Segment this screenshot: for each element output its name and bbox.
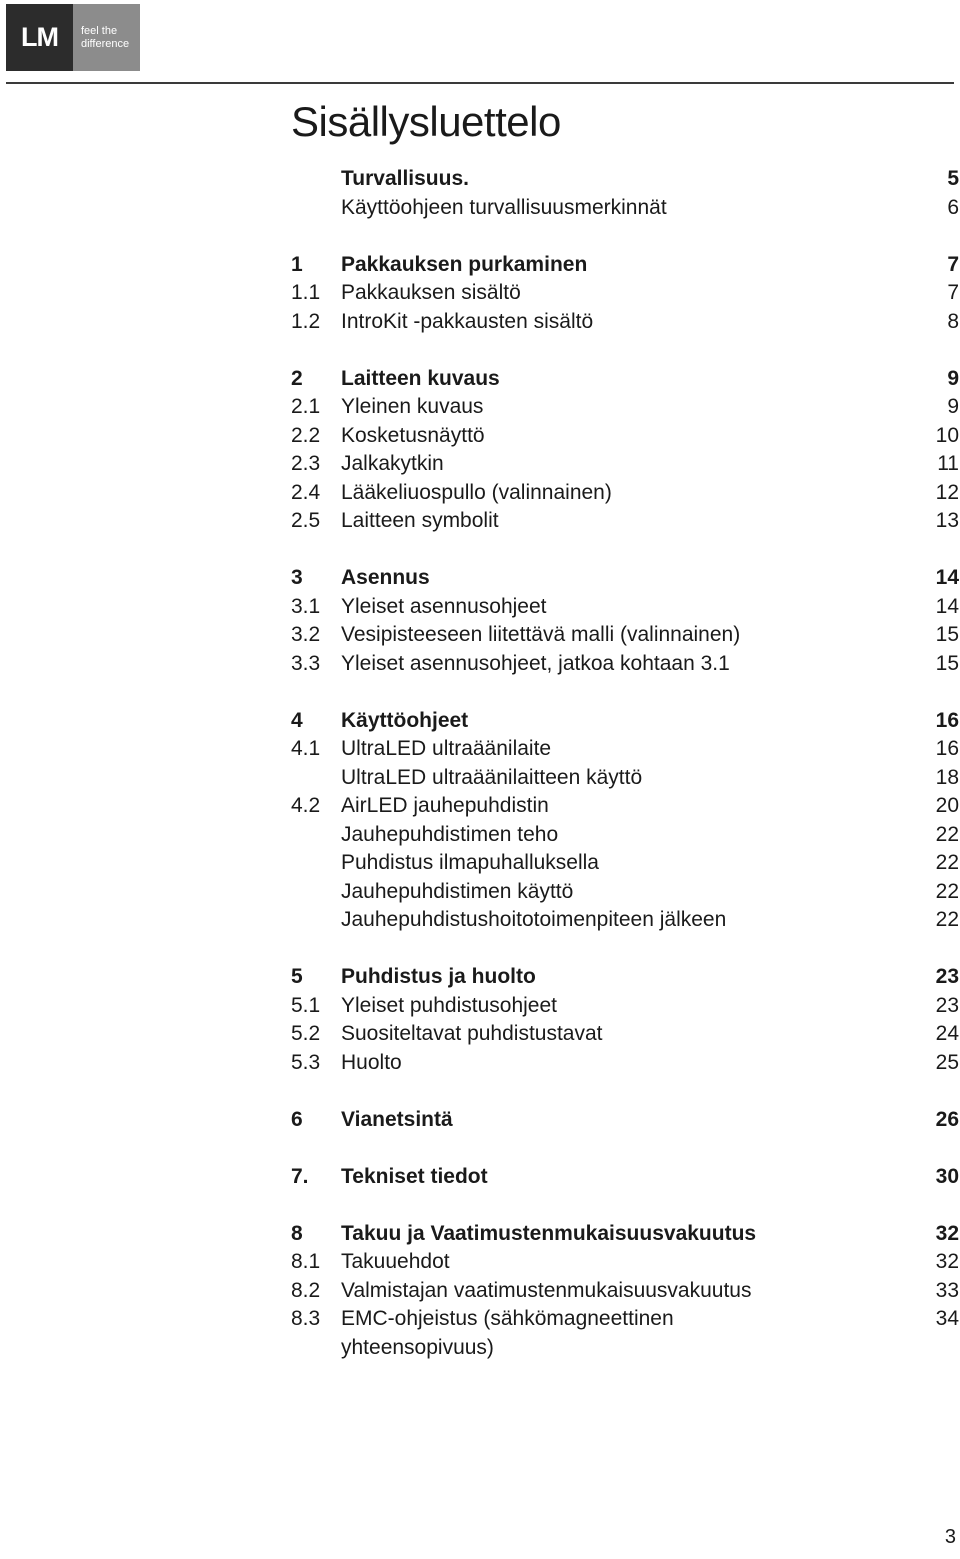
toc-entry-page: 15 [935, 623, 959, 646]
toc-entry-number: 8.2 [291, 1278, 321, 1302]
toc-entry-label: Käyttöohjeet [341, 708, 469, 732]
toc-entry-label: UltraLED ultraäänilaite [341, 737, 552, 760]
toc-entry[interactable] [291, 650, 959, 679]
toc-entry-page: 22 [935, 908, 959, 931]
toc-entry-number: 1.2 [291, 309, 321, 333]
toc-entry-number: 2 [291, 366, 303, 390]
toc-entry[interactable] [291, 1020, 959, 1049]
toc-entry-label: Laitteen symbolit [341, 509, 499, 532]
toc-entry-page: 23 [935, 965, 959, 988]
toc-entry[interactable] [291, 1334, 959, 1363]
toc-entry-label: Pakkauksen sisältö [341, 281, 521, 304]
toc-entry-label: Kosketusnäyttö [341, 423, 485, 447]
toc-entry-number: 6 [291, 1107, 303, 1131]
toc-entry-label: EMC-ohjeistus (sähkömagneettinen [341, 1307, 674, 1330]
toc-entry-page: 18 [935, 765, 959, 789]
toc-entry[interactable] [291, 849, 959, 878]
toc-entry-page: 7 [947, 252, 959, 276]
toc-entry-number: 4.1 [291, 737, 321, 760]
toc-entry[interactable] [291, 450, 959, 479]
logo-mark: LM [6, 4, 73, 71]
toc-entry-label: Asennus [341, 566, 430, 589]
toc-entry-number: 8.1 [291, 1250, 321, 1273]
toc-entry-label: Yleiset puhdistusohjeet [341, 993, 557, 1017]
toc-entry-page: 5 [947, 167, 959, 190]
toc-entry-page: 12 [935, 480, 959, 504]
toc-entry-page: 9 [947, 395, 959, 418]
toc-entry-page: 24 [935, 1022, 959, 1045]
toc-entry-label: Turvallisuus. [341, 167, 469, 190]
toc-entry-page: 34 [935, 1307, 959, 1330]
toc-entry-label: Puhdistus ilmapuhalluksella [341, 851, 599, 874]
toc-chapter-entry[interactable] [291, 963, 959, 992]
toc-entry-page: 15 [935, 651, 959, 675]
toc-section [291, 963, 959, 1077]
toc-entry-number: 3 [291, 566, 303, 589]
toc-entry[interactable] [291, 507, 959, 536]
toc-entry-label: IntroKit -pakkausten sisältö [341, 309, 594, 333]
toc-entry-number: 2.4 [291, 480, 321, 504]
toc-section [291, 1163, 959, 1192]
toc-entry-number: 2.2 [291, 423, 321, 447]
toc-entry[interactable] [291, 1049, 959, 1078]
toc-entry-label: Yleiset asennusohjeet [341, 594, 547, 618]
toc-entry-page: 8 [947, 309, 959, 333]
toc-entry-label: Jauhepuhdistimen teho [341, 822, 559, 846]
toc-entry-number: 7. [291, 1164, 309, 1188]
toc-entry[interactable] [291, 279, 959, 308]
toc-section [291, 564, 959, 678]
toc-entry-page: 32 [935, 1250, 959, 1273]
toc-entry-label: Takuu ja Vaatimustenmukaisuusvakuutus [341, 1221, 757, 1245]
toc-entry[interactable] [291, 792, 959, 821]
toc-entry-page: 9 [947, 366, 959, 390]
toc-entry-number: 2.3 [291, 452, 321, 475]
toc-entry-number: 8.3 [291, 1307, 321, 1330]
toc-entry-label: Yleinen kuvaus [341, 395, 484, 418]
toc-entry[interactable] [291, 308, 959, 337]
toc-section [291, 165, 959, 222]
toc-chapter-entry[interactable] [291, 165, 959, 194]
toc-entry-number: 1 [291, 252, 303, 276]
toc-entry-number: 3.1 [291, 594, 321, 618]
toc-section [291, 365, 959, 536]
toc-entry-page: 30 [935, 1164, 959, 1188]
toc-entry-page: 22 [935, 879, 959, 903]
toc-entry-page: 14 [935, 594, 959, 618]
toc-entry[interactable] [291, 1248, 959, 1277]
toc-entry-page: 14 [935, 566, 959, 589]
header-divider [6, 82, 954, 84]
toc-entry-label: Lääkeliuospullo (valinnainen) [341, 480, 612, 504]
toc-entry-page: 22 [935, 822, 959, 846]
toc-entry-label: Yleiset asennusohjeet, jatkoa kohtaan 3.1 [341, 651, 730, 675]
toc-entry-number: 8 [291, 1221, 303, 1245]
toc-entry[interactable] [291, 1277, 959, 1306]
toc-chapter-entry[interactable] [291, 1220, 959, 1249]
toc-entry-page: 6 [947, 195, 959, 219]
toc-entry-page: 16 [935, 708, 959, 732]
toc-section [291, 707, 959, 935]
toc-entry-page: 33 [935, 1278, 959, 1302]
toc-chapter-entry[interactable] [291, 1163, 959, 1192]
toc-entry[interactable] [291, 1305, 959, 1334]
toc-entry-label: Jauhepuhdistushoitotoimenpiteen jälkeen [341, 908, 727, 931]
toc-entry-page: 32 [935, 1221, 959, 1245]
toc-entry[interactable] [291, 735, 959, 764]
logo-tagline [73, 4, 140, 71]
toc-section [291, 251, 959, 337]
toc-entry-page: 13 [935, 509, 959, 532]
page-title: Sisällysluettelo [291, 98, 561, 145]
toc-entry[interactable] [291, 764, 959, 793]
toc-chapter-entry[interactable] [291, 1106, 959, 1135]
toc-entry[interactable] [291, 194, 959, 223]
toc-entry-label: Suositeltavat puhdistustavat [341, 1022, 603, 1045]
toc-entry-number: 3.2 [291, 623, 321, 646]
toc-entry-label: UltraLED ultraäänilaitteen käyttö [341, 765, 643, 789]
toc-entry[interactable] [291, 621, 959, 650]
toc-entry[interactable] [291, 393, 959, 422]
toc-entry-page: 26 [935, 1107, 959, 1131]
toc-entry[interactable] [291, 878, 959, 907]
toc-entry-page: 25 [935, 1050, 959, 1074]
toc-entry-number: 2.1 [291, 395, 321, 418]
toc-entry-number: 3.3 [291, 651, 321, 675]
toc-section [291, 1106, 959, 1135]
toc-entry-label: Huolto [341, 1050, 402, 1074]
toc-entry-page: 16 [935, 737, 959, 760]
toc-entry-number: 5.2 [291, 1022, 321, 1045]
toc-entry[interactable] [291, 821, 959, 850]
toc-entry-page: 20 [935, 794, 959, 817]
toc-entry-number: 1.1 [291, 281, 321, 304]
toc-entry-number: 4.2 [291, 794, 321, 817]
toc-entry[interactable] [291, 479, 959, 508]
toc-entry-page: 7 [947, 281, 959, 304]
toc-entry[interactable] [291, 992, 959, 1021]
logo-tagline-line-2: difference [81, 37, 130, 50]
table-of-contents [291, 165, 959, 1391]
toc-entry-number: 2.5 [291, 509, 321, 532]
toc-entry[interactable] [291, 422, 959, 451]
toc-entry-label: Valmistajan vaatimustenmukaisuusvakuutus [341, 1278, 752, 1302]
toc-entry[interactable] [291, 906, 959, 935]
toc-entry-label: Jauhepuhdistimen käyttö [341, 879, 574, 903]
toc-entry-number: 5.1 [291, 993, 321, 1017]
logo-tagline-line-1: feel the [81, 24, 118, 37]
toc-chapter-entry[interactable] [291, 707, 959, 736]
toc-chapter-entry[interactable] [291, 564, 959, 593]
toc-entry-page: 23 [935, 993, 959, 1017]
toc-chapter-entry[interactable] [291, 251, 959, 280]
page-number: 3 [944, 1526, 956, 1548]
toc-entry-label: Käyttöohjeen turvallisuusmerkinnät [341, 195, 667, 219]
toc-entry-page: 22 [935, 851, 959, 874]
toc-entry-number: 5 [291, 965, 303, 988]
toc-entry-label: Vianetsintä [341, 1107, 453, 1131]
toc-section [291, 1220, 959, 1363]
toc-entry-label: Jalkakytkin [341, 452, 444, 475]
toc-entry-label: yhteensopivuus) [341, 1335, 494, 1359]
lm-logo [6, 4, 140, 71]
toc-entry-page: 11 [937, 452, 959, 475]
toc-entry-label: Takuuehdot [341, 1250, 450, 1273]
toc-entry-label: Tekniset tiedot [341, 1164, 488, 1188]
toc-entry-number: 4 [291, 708, 303, 732]
toc-entry-label: AirLED jauhepuhdistin [341, 794, 549, 817]
toc-entry-number: 5.3 [291, 1050, 321, 1074]
toc-entry-label: Vesipisteeseen liitettävä malli (valinnainen) [341, 623, 741, 646]
toc-chapter-entry[interactable] [291, 365, 959, 394]
toc-entry[interactable] [291, 593, 959, 622]
toc-entry-label: Laitteen kuvaus [341, 366, 500, 390]
toc-entry-label: Pakkauksen purkaminen [341, 252, 588, 276]
toc-entry-page: 10 [935, 423, 959, 447]
toc-entry-label: Puhdistus ja huolto [341, 965, 536, 988]
